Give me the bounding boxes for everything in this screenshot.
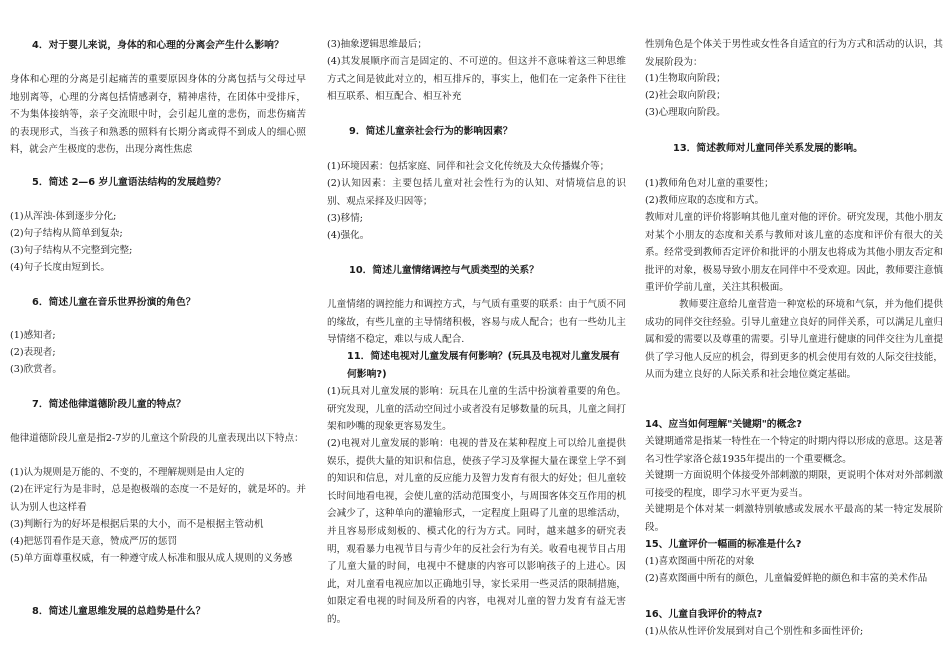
question-13-item: (1)教师角色对儿童的重要性；: [645, 178, 774, 189]
question-6-item: (2)表现者;: [10, 347, 56, 358]
question-10-answer: 儿童情绪的调控能力和调控方式，与气质有重要的联系：由于气质不同的缘故，有些儿童的主导情绪积极，容易与成人配合；也有一些幼儿主导情绪不稳定，难以与成人配合.: [327, 299, 626, 346]
column-middle: [327, 0, 626, 672]
question-13-paragraph: 教师要注意给儿童营造一种宽松的环境和气氛，并为他们提供成功的同伴交往经验。引导儿童建立良好的同伴关系，可以满足儿童归属和爱的需要以及尊重的需要。引导儿童进行健康的同伴交往为儿童提供了学习他人反应的机会，得到更多的机会使用有效的人际交往技能，从而为建立良好的人际关系和社会地位奠定基础。: [645, 299, 943, 381]
question-7-item: (3)判断行为的好坏是根据后果的大小，而不是根据主管动机: [10, 519, 264, 530]
question-12-item: (2)社会取向阶段；: [645, 90, 726, 101]
question-5-item: (3)句子结构从不完整到完整;: [10, 245, 133, 256]
question-9-item: (1)环境因素：包括家庭、同伴和社会文化传统及大众传播媒介等；: [327, 161, 610, 172]
question-13-item: (2)教师应取的态度和方式。: [645, 195, 765, 206]
question-5-item: (1)从浑浊-体到逐步分化;: [10, 211, 117, 222]
question-11-heading: 11．简述电视对儿童发展有何影响？(玩具及电视对儿童发展有何影响?): [347, 351, 620, 380]
question-13-heading: 13．简述教师对儿童同伴关系发展的影响。: [673, 143, 863, 154]
question-12-item: (1)生物取向阶段；: [645, 73, 726, 84]
question-14-paragraph: 关键期通常是指某一特性在一个特定的时期内得以形成的意思。这是著名习性学家洛仑兹1935年提出的一个重要概念。: [645, 436, 943, 465]
question-9-item: (4)强化。: [327, 230, 370, 241]
question-4-answer: 身体和心理的分离是引起痛苦的重要原因身体的分离包括与父母过早地别离等，心理的分离包括情感剥夺，精神虐待，在团体中受排斥，不为集体接纳等，亲子交流眼中时，会引起儿童的悲伤，而悲伤痛苦的表现形式，当孩子和熟悉的照料有长期分离或得不到成人的细心照料，就会产生极度的悲伤，出现分离性焦虑: [10, 74, 306, 156]
question-7-intro: 他律道德阶段儿童是指2-7岁的儿童这个阶段的儿童表现出以下特点：: [10, 433, 304, 444]
question-4-heading: 4．对于婴儿来说，身体的和心理的分离会产生什么影响？: [32, 40, 284, 51]
question-15-item: (1)喜欢图画中所花的对象: [645, 556, 755, 567]
column-left: [10, 0, 306, 672]
question-8-item: (4)其发展顺序而言是固定的、不可逆的。但这并不意味着这三种思维方式之间是彼此对立的，相互排斥的，事实上，他们在一定条件下往往相互联系、相互配合、相互补充: [327, 56, 626, 103]
question-11-item: (2)电视对儿童发展的影响：电视的普及在某种程度上可以给儿童提供娱乐，提供大量的知识和信息，使孩子学习及掌握大量在课堂上学不到的知识和信息，对儿童的反应能力及智力发育有很大的好处；但儿童较长时间地看电视，会使儿童的活动范围变小，与周围客体交互作用的机会减少了，这种单向的灌输形式，一定程度上阻碍了儿童的思维活动，并且容易形成刻板的、模式化的行为方式。同时，越来越多的研究表明，观看暴力电视节目与青少年的反社会行为有关。收看电视节目占用了儿童大量的时间，电视中不健康的内容可以影响孩子的上进心。因此，对儿童看电视应加以正确地引导，家长采用一些灵活的限制措施，如限定看电视的时间及所看的内容，电视对儿童的智力发育有益无害的。: [327, 438, 626, 625]
question-12-answer: 性别角色是个体关于男性或女性各自适宜的行为方式和活动的认识，其发展阶段为：: [645, 39, 943, 68]
question-8-item: (3)抽象逻辑思维最后；: [327, 39, 427, 50]
question-7-item: (5)单方面尊重权威，有一种遵守成人标准和服从成人规则的义务感: [10, 553, 293, 564]
question-5-heading: 5．简述 2—6 岁儿童语法结构的发展趋势？: [32, 177, 226, 188]
question-7-item: (4)把惩罚看作是天意，赞成严厉的惩罚: [10, 536, 178, 547]
question-10-heading: 10．简述儿童情绪调控与气质类型的关系？: [349, 265, 539, 276]
question-9-heading: 9．简述儿童亲社会行为的影响因素？: [349, 126, 513, 137]
question-13-paragraph: 教师对儿童的评价将影响其他儿童对他的评价。研究发现，其他小朋友对某个小朋友的态度和关系与教师对该儿童的态度和评价有很大的关系。经常受到教师否定评价和批评的小朋友也将成为其他小朋友否定和批评的对象，极易导致小朋友在同伴中不受欢迎。因此，教师要注意慎重评价学前儿童，关注其积极面。: [645, 212, 943, 294]
question-7-item: (1)认为规则是万能的、不变的，不理解规则是由人定的: [10, 467, 245, 478]
question-12-item: (3)心理取向阶段。: [645, 107, 726, 118]
question-6-item: (3)欣赏者。: [10, 364, 62, 375]
question-8-heading: 8．简述儿童思维发展的总趋势是什么？: [32, 606, 206, 617]
question-9-item: (2)认知因素：主要包括儿童对社会性行为的认知、对情境信息的识别、观点采择及归因等；: [327, 178, 626, 207]
question-14-heading: 14、应当如何理解"关键期"的概念?: [645, 419, 802, 430]
question-14-paragraph: 关键期是个体对某一刺激特别敏感或发展水平最高的某一特定发展阶段。: [645, 504, 943, 533]
question-14-paragraph: 关键期一方面说明个体接受外部刺激的期限，更说明个体对对外部刺激可接受的程度，即学习水平更为妥当。: [645, 470, 943, 499]
question-5-item: (2)句子结构从简单到复杂;: [10, 228, 123, 239]
question-15-heading: 15、儿童评价一幅画的标准是什么?: [645, 539, 802, 550]
column-right: [645, 0, 943, 672]
question-11-item: (1)玩具对儿童发展的影响：玩具在儿童的生活中扮演着重要的角色。研究发现，儿童的活动空间过小或者没有足够数量的玩具，儿童之间打架和吵嘴的现象更容易发生。: [327, 386, 626, 433]
question-9-item: (3)移情;: [327, 213, 364, 224]
question-7-heading: 7．简述他律道德阶段儿童的特点？: [32, 399, 186, 410]
question-6-heading: 6．简述儿童在音乐世界扮演的角色？: [32, 297, 196, 308]
question-15-item: (2)喜欢图画中所有的颜色，儿童偏爱鲜艳的颜色和丰富的美术作品: [645, 573, 928, 584]
question-6-item: (1)感知者;: [10, 330, 56, 341]
question-16-heading: 16、儿童自我评价的特点?: [645, 609, 763, 620]
question-16-item: (1)从依从性评价发展到对自己个别性和多面性评价;: [645, 626, 864, 637]
question-5-item: (4)句子长度由短到长。: [10, 262, 110, 273]
question-7-item: (2)在评定行为是非时，总是抱极端的态度一不是好的，就是坏的。并认为别人也这样看: [10, 484, 306, 513]
